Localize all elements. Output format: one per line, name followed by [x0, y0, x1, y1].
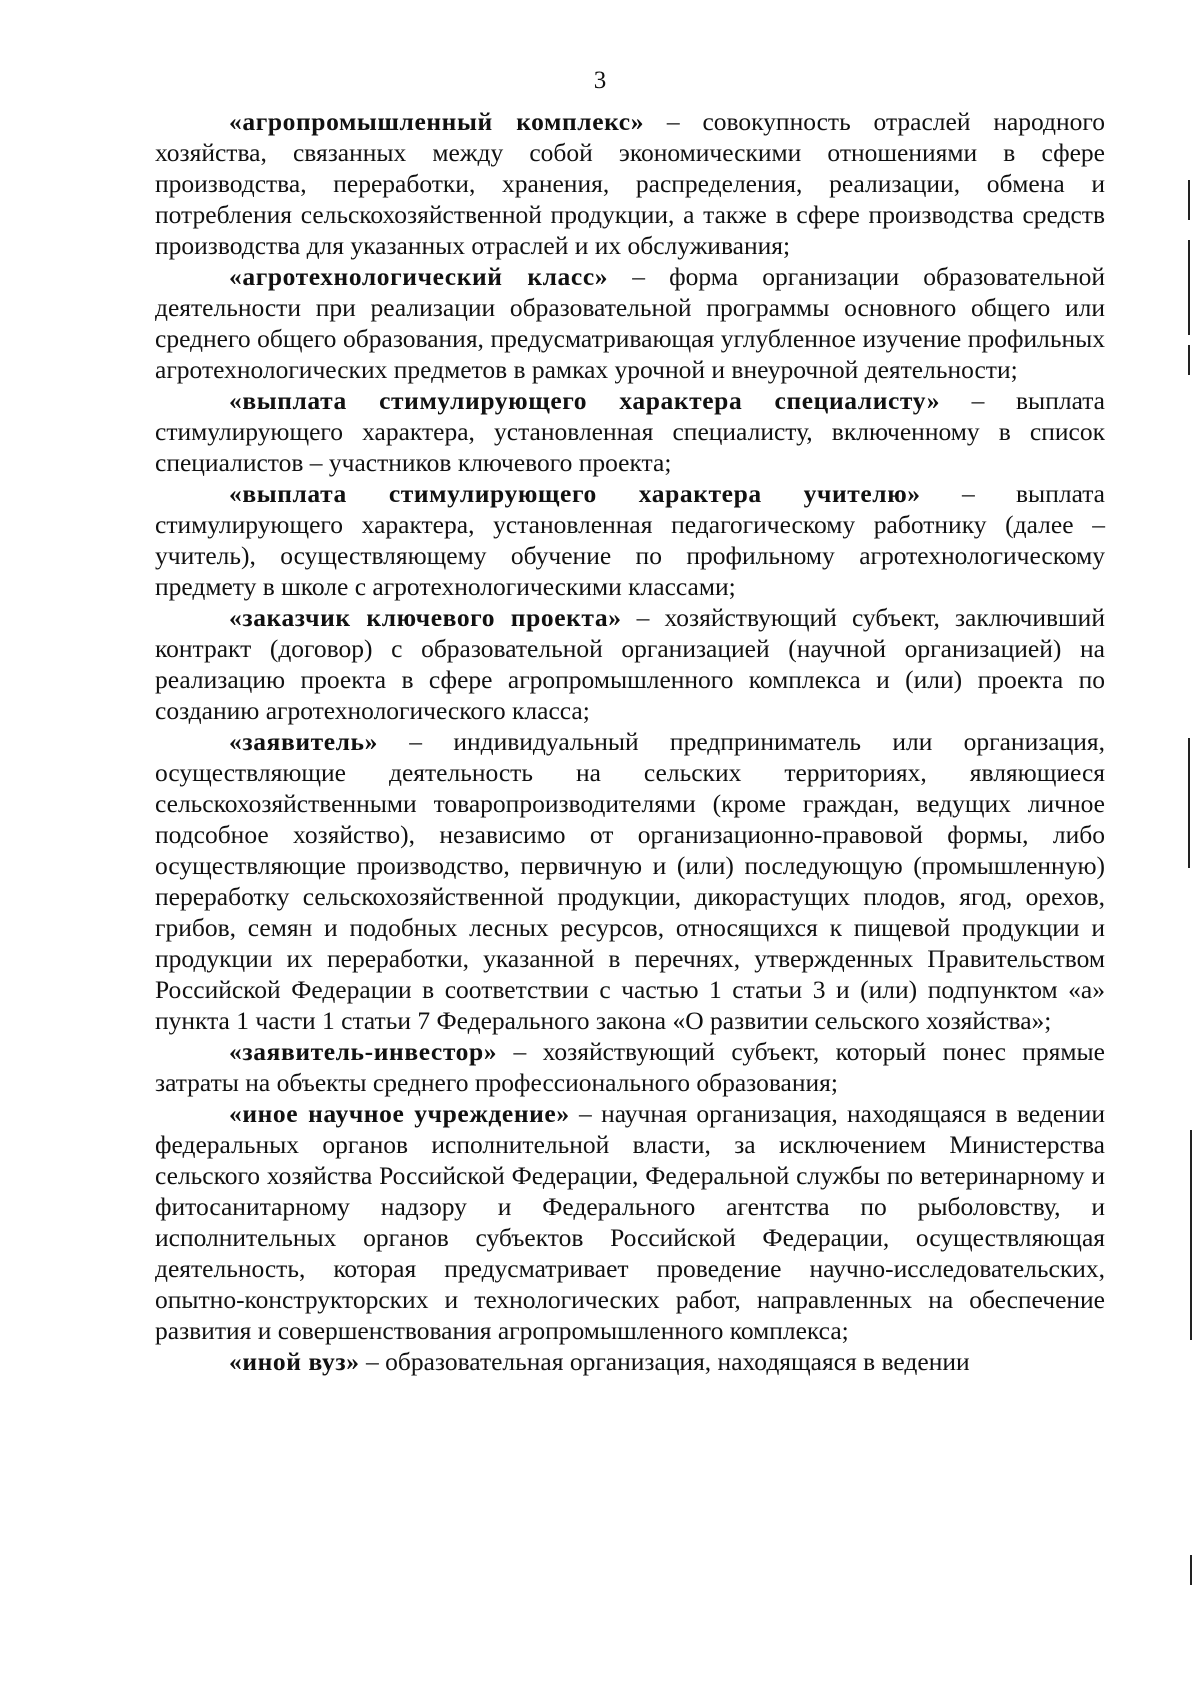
- scan-margin-mark: [1188, 240, 1190, 335]
- definition-paragraph: [155, 106, 1105, 261]
- page-number: 3: [593, 67, 607, 94]
- definition-paragraph: [155, 385, 1105, 478]
- scan-margin-mark: [1190, 1555, 1192, 1585]
- scan-margin-mark: [1188, 738, 1190, 868]
- definition-paragraph: [155, 1098, 1105, 1346]
- definition-paragraph: [155, 1036, 1105, 1098]
- definition-text: – хозяйствующий субъект, который понес прямые затраты на объекты среднего профессионального образования;: [155, 1037, 1105, 1097]
- definition-text: – форма организации образовательной деятельности при реализации образовательной программы основного общего или среднего общего образования, предусматривающая углубленное изучение профильных агротехнологических предметов в рамках урочной и внеурочной деятельности;: [155, 262, 1105, 384]
- defined-term: «агротехнологический класс»: [229, 262, 609, 291]
- definition-paragraph: [155, 261, 1105, 385]
- scan-margin-mark: [1188, 180, 1190, 220]
- defined-term: «заявитель-инвестор»: [229, 1037, 498, 1066]
- defined-term: «агропромышленный комплекс»: [229, 107, 645, 136]
- definition-text: – образовательная организация, находящаяся в ведении: [359, 1347, 970, 1376]
- defined-term: «иное научное учреждение»: [229, 1099, 570, 1128]
- definition-paragraph: [155, 602, 1105, 726]
- definition-text: – выплата стимулирующего характера, установленная специалисту, включенному в список специалистов – участников ключевого проекта;: [155, 386, 1105, 477]
- definitions-list: [155, 106, 1105, 1377]
- defined-term: «иной вуз»: [229, 1347, 360, 1376]
- definition-paragraph: [155, 478, 1105, 602]
- definition-paragraph: [155, 1346, 1105, 1377]
- definition-text: – выплата стимулирующего характера, установленная педагогическому работнику (далее – учитель), осуществляющему обучение по профильному агротехнологическому предмету в школе с агротехнологическими классами;: [155, 479, 1105, 601]
- definition-text: – хозяйствующий субъект, заключивший контракт (договор) с образовательной организацией (научной организацией) на реализацию проекта в сфере агропромышленного комплекса и (или) проекта по созданию агротехнологического класса;: [155, 603, 1105, 725]
- scan-margin-mark: [1190, 1130, 1192, 1340]
- definition-paragraph: [155, 726, 1105, 1036]
- defined-term: «заявитель»: [229, 727, 378, 756]
- definition-text: – совокупность отраслей народного хозяйства, связанных между собой экономическими отношениями в сфере производства, переработки, хранения, распределения, реализации, обмена и потребления сельскохозяйственной продукции, а также в сфере производства средств производства для указанных отраслей и их обслуживания;: [155, 107, 1105, 260]
- scan-margin-mark: [1188, 345, 1190, 375]
- definition-text: – научная организация, находящаяся в ведении федеральных органов исполнительной власти, за исключением Министерства сельского хозяйства Российской Федерации, Федеральной службы по ветеринарному и фитосанитарному надзору и Федерального агентства по рыболовству, и исполнительных органов субъектов Российской Федерации, осуществляющая деятельность, которая предусматривает проведение научно-исследовательских, опытно-конструкторских и технологических работ, направленных на обеспечение развития и совершенствования агропромышленного комплекса;: [155, 1099, 1105, 1345]
- definition-text: – индивидуальный предприниматель или организация, осуществляющие деятельность на сельских территориях, являющиеся сельскохозяйственными товаропроизводителями (кроме граждан, ведущих личное подсобное хозяйство), независимо от организационно-правовой формы, либо осуществляющие производство, первичную и (или) последующую (промышленную) переработку сельскохозяйственной продукции, дикорастущих плодов, ягод, орехов, грибов, семян и подобных лесных ресурсов, относящихся к пищевой продукции и продукции их переработки, указанной в перечнях, утвержденных Правительством Российской Федерации в соответствии с частью 1 статьи 3 и (или) подпунктом «а» пункта 1 части 1 статьи 7 Федерального закона «О развитии сельского хозяйства»;: [155, 727, 1105, 1035]
- defined-term: «выплата стимулирующего характера учителю»: [229, 479, 921, 508]
- defined-term: «выплата стимулирующего характера специалисту»: [229, 386, 941, 415]
- defined-term: «заказчик ключевого проекта»: [229, 603, 622, 632]
